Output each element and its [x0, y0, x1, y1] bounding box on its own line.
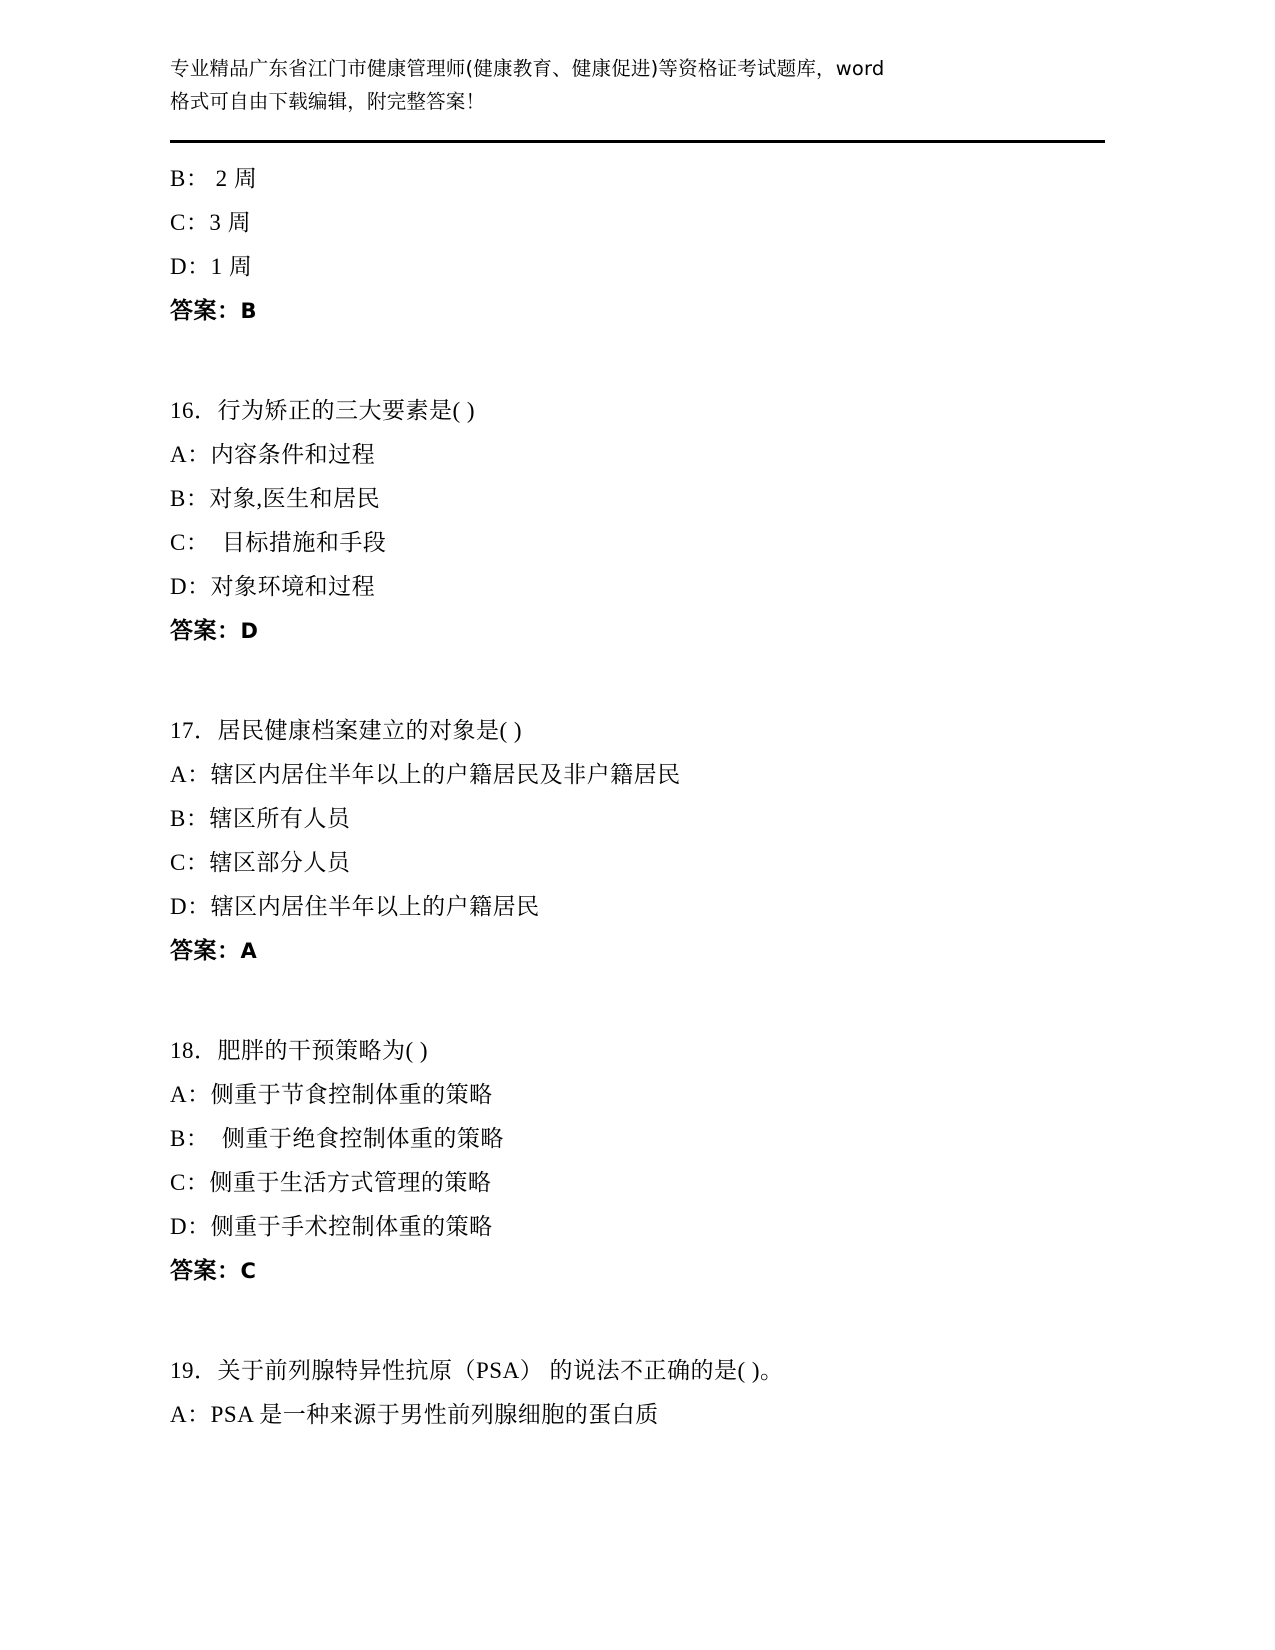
answer-line — [170, 609, 1105, 653]
question-stem — [170, 1029, 1105, 1073]
document-body — [170, 143, 1105, 1437]
option-line: C：3 周 — [170, 210, 252, 235]
question-17 — [170, 709, 1105, 973]
option-line: C：辖区部分人员 — [170, 850, 351, 875]
question-text: 关于前列腺特异性抗原（PSA） 的说法不正确的是( )。 — [217, 1358, 784, 1383]
answer-value: A — [240, 939, 258, 963]
carryover-options-block — [170, 157, 1105, 333]
answer-label: 答案： — [170, 938, 241, 963]
question-stem — [170, 709, 1105, 753]
question-number: 16． — [170, 398, 218, 423]
option-line: A：内容条件和过程 — [170, 442, 376, 467]
answer-value: B — [240, 299, 258, 323]
answer-label: 答案： — [170, 298, 241, 323]
question-number: 17． — [170, 718, 218, 743]
option-line: D：侧重于手术控制体重的策略 — [170, 1214, 493, 1239]
option-line: B： 侧重于绝食控制体重的策略 — [170, 1126, 504, 1151]
question-stem — [170, 1349, 1105, 1393]
answer-label: 答案： — [170, 618, 241, 643]
header-line-2: 格式可自由下载编辑，附完整答案！ — [170, 90, 486, 113]
question-number: 19． — [170, 1358, 218, 1383]
option-line: C： 目标措施和手段 — [170, 530, 387, 555]
answer-line — [170, 1249, 1105, 1293]
answer-line — [170, 289, 1105, 333]
option-line: A：辖区内居住半年以上的户籍居民及非户籍居民 — [170, 762, 681, 787]
answer-label: 答案： — [170, 1258, 241, 1283]
question-stem — [170, 389, 1105, 433]
question-19 — [170, 1349, 1105, 1437]
option-line: B：对象,医生和居民 — [170, 486, 381, 511]
question-text: 居民健康档案建立的对象是( ) — [217, 718, 523, 743]
question-16 — [170, 389, 1105, 653]
question-text: 行为矫正的三大要素是( ) — [217, 398, 476, 423]
option-line: A：PSA 是一种来源于男性前列腺细胞的蛋白质 — [170, 1402, 659, 1427]
option-line: D：辖区内居住半年以上的户籍居民 — [170, 894, 540, 919]
option-line: B：辖区所有人员 — [170, 806, 351, 831]
page-header — [170, 52, 1105, 118]
answer-value: C — [240, 1259, 257, 1283]
option-line: D：1 周 — [170, 254, 253, 279]
answer-value: D — [240, 619, 259, 643]
question-text: 肥胖的干预策略为( ) — [217, 1038, 429, 1063]
question-number: 18． — [170, 1038, 218, 1063]
question-18 — [170, 1029, 1105, 1293]
option-line: C：侧重于生活方式管理的策略 — [170, 1170, 492, 1195]
header-line-1: 专业精品广东省江门市健康管理师(健康教育、健康促进)等资格证考试题库，word — [170, 57, 885, 80]
option-line: D：对象环境和过程 — [170, 574, 376, 599]
option-line: B： 2 周 — [170, 166, 258, 191]
option-line: A：侧重于节食控制体重的策略 — [170, 1082, 493, 1107]
answer-line — [170, 929, 1105, 973]
